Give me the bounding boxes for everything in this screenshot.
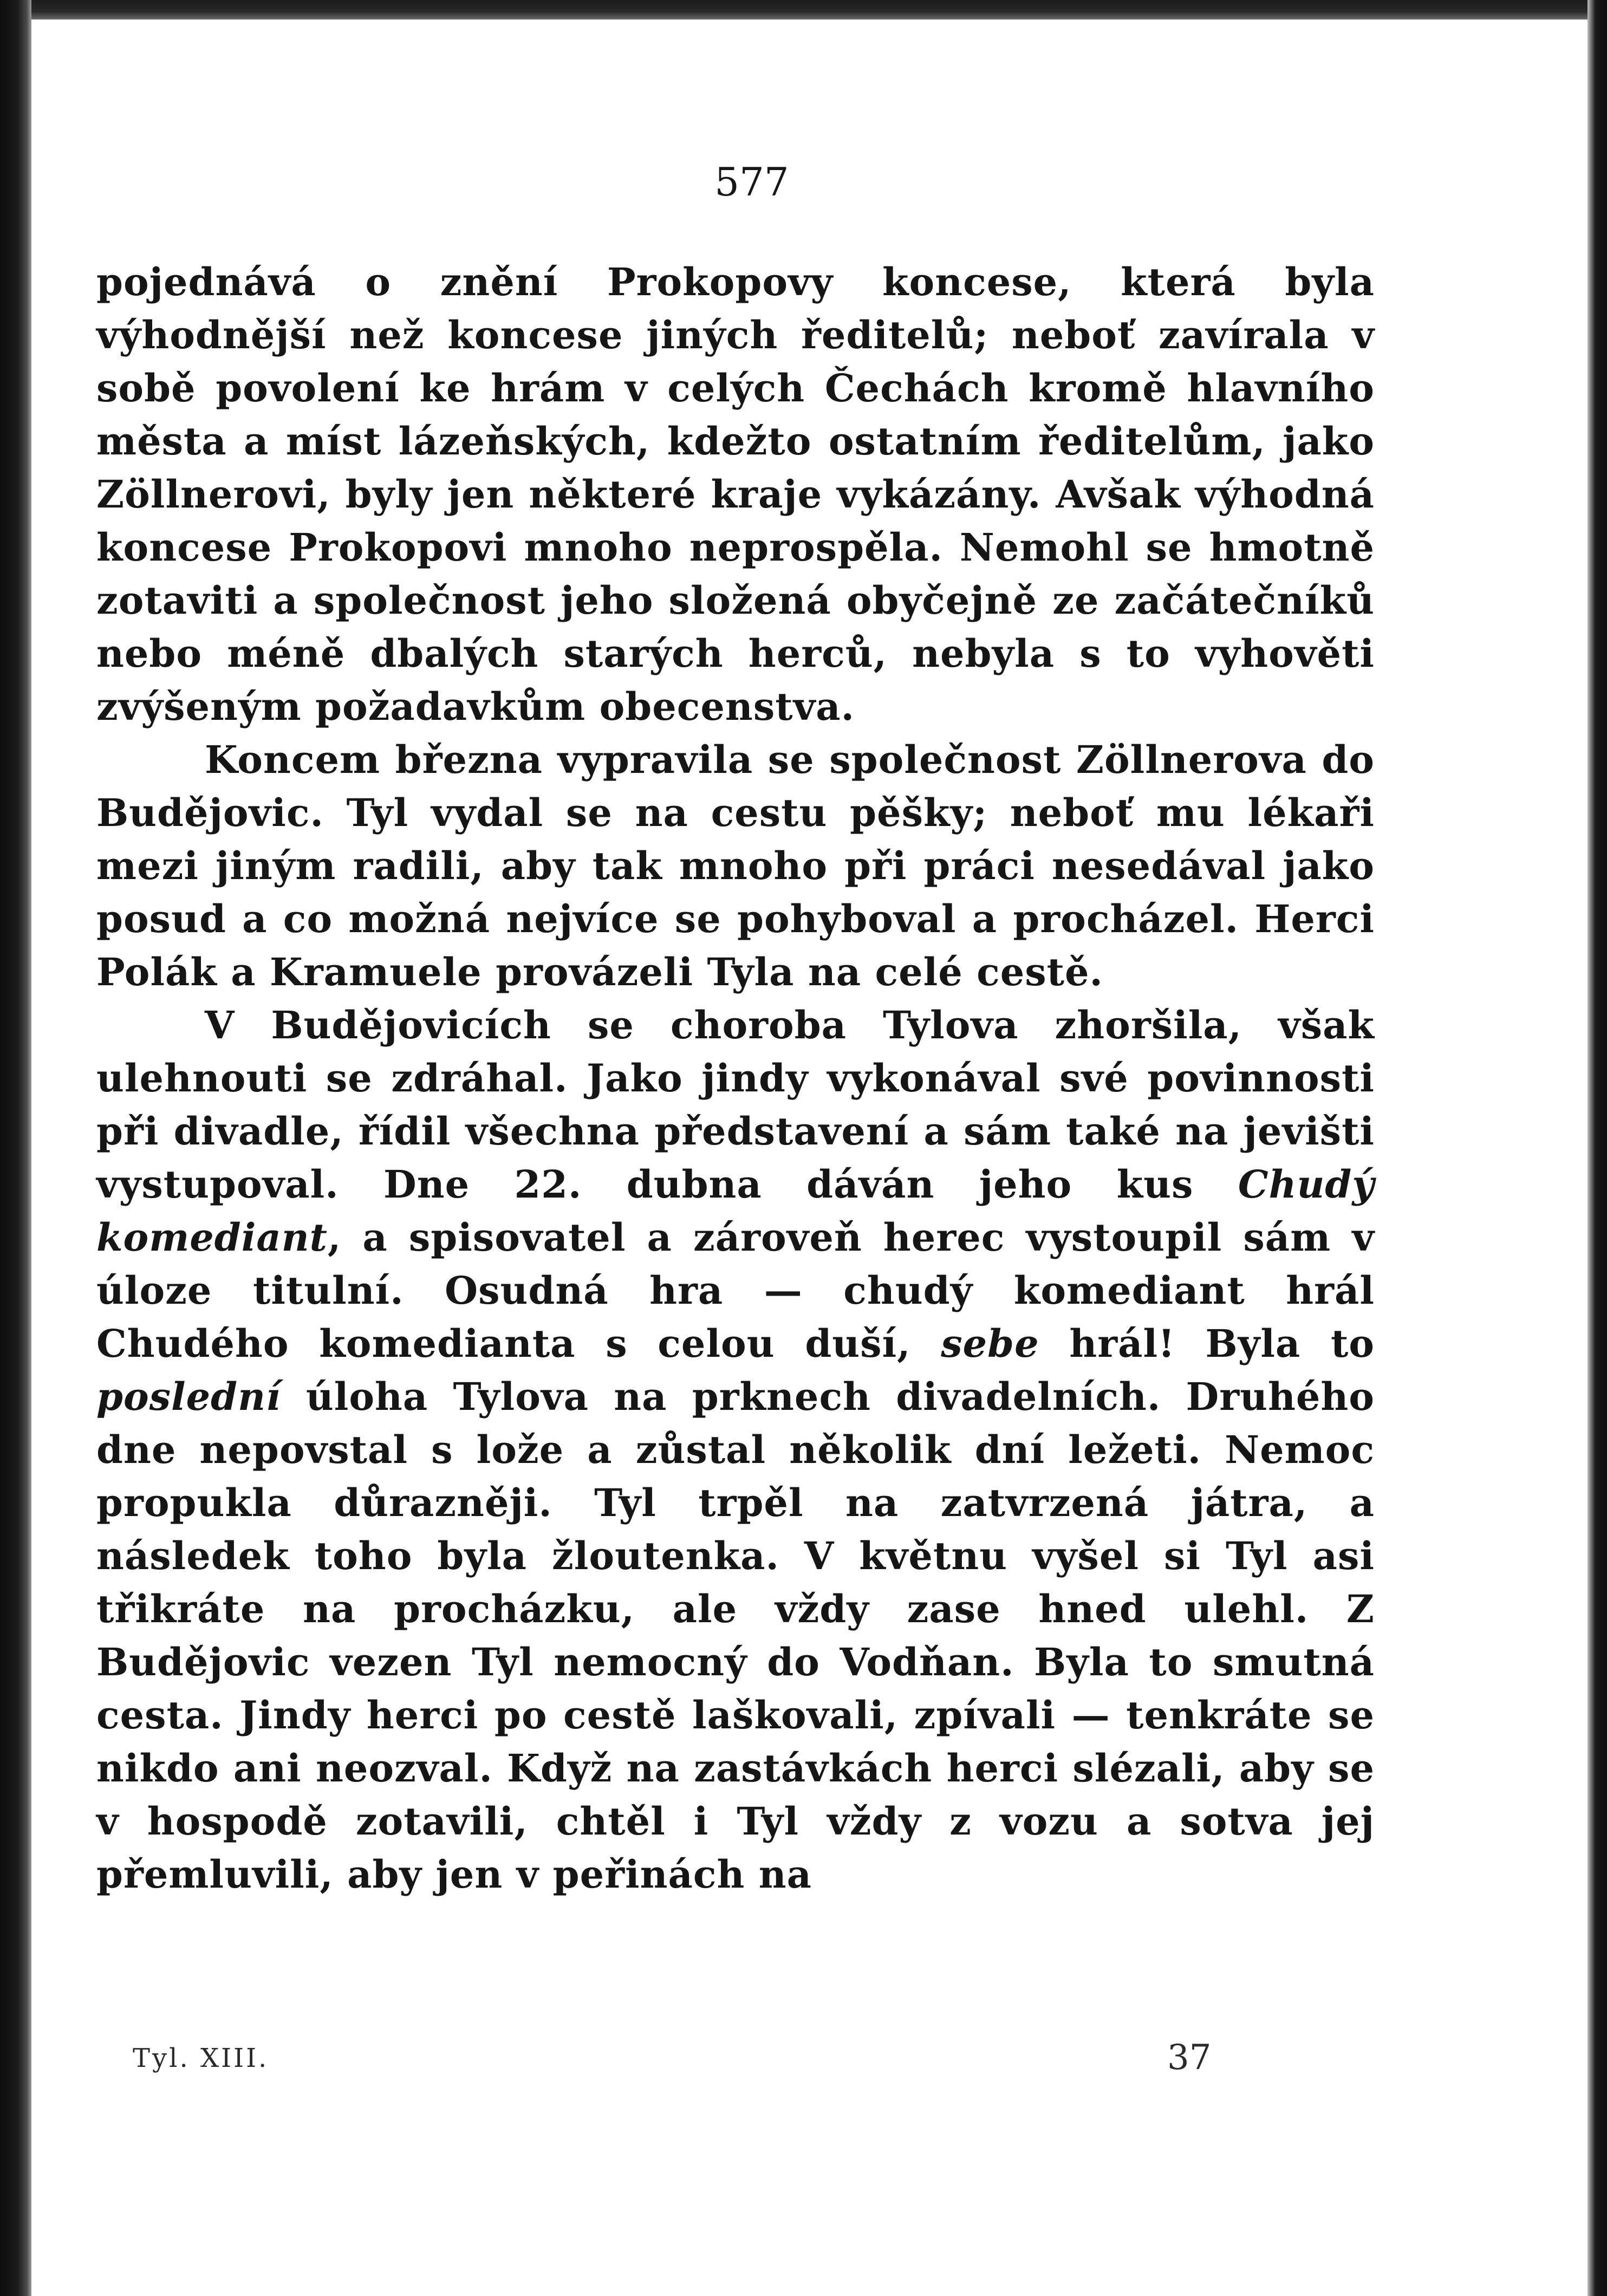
paragraph-1 (96, 256, 1375, 733)
italic-title: sebe (941, 1321, 1039, 1366)
paragraph-3 (96, 999, 1375, 1901)
text-run: hrál! Byla to (1039, 1321, 1375, 1366)
page-footer (127, 2038, 1232, 2081)
text-run: pojednává o znění Prokopovy koncese, která byla výhodnější než koncese jiných ředitelů; neboť zavírala v sobě povolení ke hrám v celých Čechách kromě hlavního města a míst lázeňských, kdežto ostatním ředitelům, jako Zöllnerovi, byly jen některé kraje vykázány. Avšak výhodná koncese Prokopovi mnoho neprospěla. Nemohl se hmotně zotaviti a společnost jeho složená obyčejně ze začátečníků nebo méně dbalých starých herců, nebyla s to vyhověti zvýšeným požadavkům obecenstva. (96, 259, 1375, 729)
body-text (96, 256, 1375, 1901)
text-run: V Budějovicích se choroba Tylova zhoršila, však ulehnouti se zdráhal. Jako jindy vykonával své povinnosti při divadle, řídil všechna představení a sám také na jevišti vystupoval. Dne 22. dubna dáván jeho kus (96, 1003, 1375, 1207)
signature-mark: Tyl. XIII. (133, 2043, 269, 2073)
paragraph-2 (96, 733, 1375, 999)
sheet-number: 37 (1167, 2038, 1212, 2078)
scan-border-left (0, 0, 31, 2296)
book-page (96, 159, 1375, 1901)
page-number: 577 (714, 159, 789, 205)
text-run: úloha Tylova na prknech divadelních. Druhého dne nepovstal s lože a zůstal několik dní ležeti. Nemoc propukla důrazněji. Tyl trpěl na zatvrzená játra, a následek toho byla žloutenka. V květnu vyšel si Tyl asi třikráte na procházku, ale vždy zase hned ulehl. Z Budějovic vezen Tyl nemocný do Vodňan. Byla to smutná cesta. Jindy herci po cestě laškovali, zpívali — tenkráte se nikdo ani neozval. Když na zastávkách herci slézali, aby se v hospodě zotavili, chtěl i Tyl vždy z vozu a sotva jej přemluvili, aby jen v peřinách na (96, 1374, 1375, 1897)
text-run: Koncem března vypravila se společnost Zöllnerova do Budějovic. Tyl vydal se na cestu pěšky; neboť mu lékaři mezi jiným radili, aby tak mnoho při práci nesedával jako posud a co možná nejvíce se pohyboval a procházel. Herci Polák a Kramuele provázeli Tyla na celé cestě. (96, 737, 1375, 994)
text-run: , a spisovatel a zároveň herec vystoupil sám v úloze titulní. Osudná hra — chudý komediant hrál Chudého komedianta s celou duší, (96, 1215, 1375, 1366)
italic-title: poslední (96, 1374, 281, 1419)
scan-border-top (0, 0, 1607, 19)
italic-title: Chudý komediant (96, 1162, 1375, 1260)
scan-border-right (1588, 0, 1607, 2296)
